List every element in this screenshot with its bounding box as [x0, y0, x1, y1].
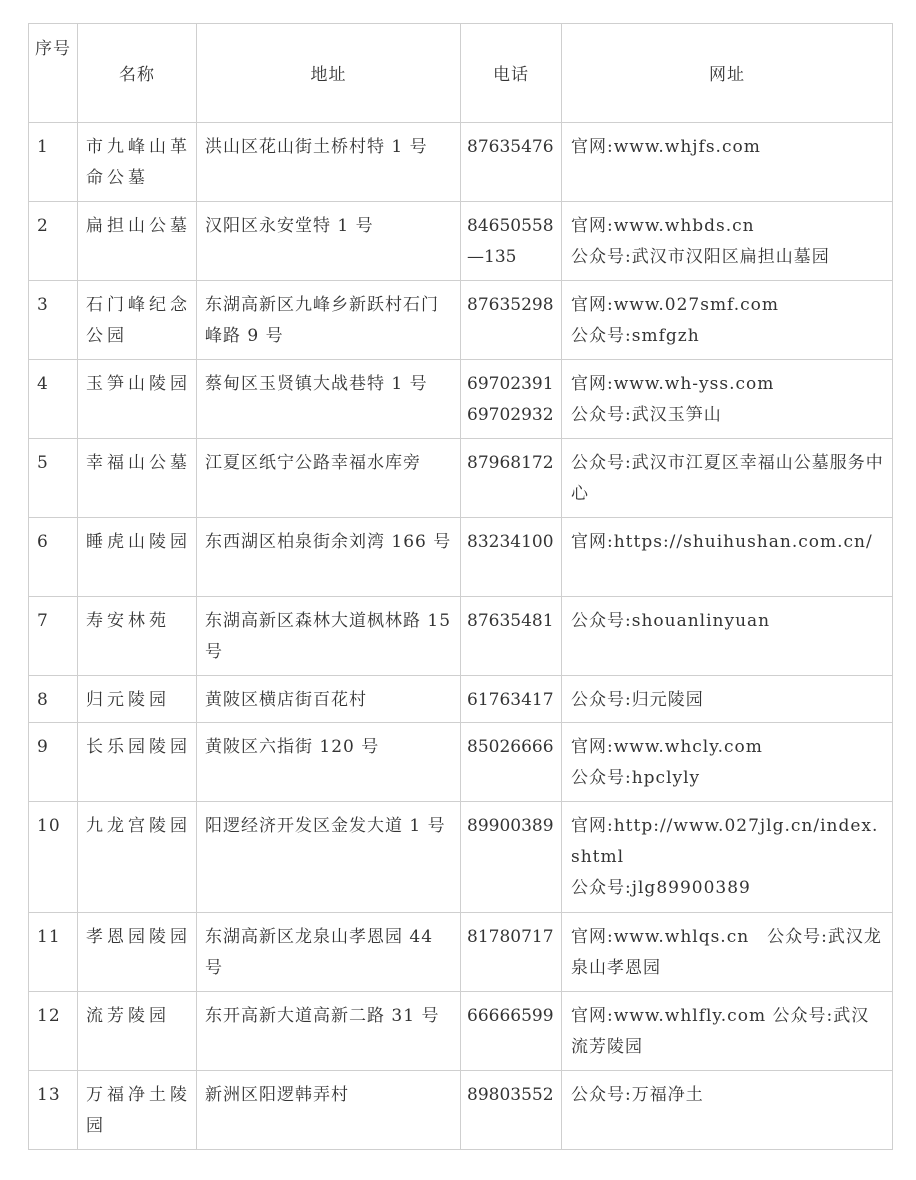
phone-text — [461, 281, 561, 321]
phone-text — [461, 597, 561, 637]
table-row — [29, 281, 893, 360]
name-cell — [78, 202, 197, 281]
website-line: 官网:www.whjfs.com — [571, 137, 761, 157]
header-phone-label: 电话 — [493, 65, 529, 85]
phone-text — [461, 992, 561, 1032]
table-row — [29, 802, 893, 913]
website-text — [562, 723, 892, 794]
table-header-row — [29, 24, 893, 123]
website-text — [562, 913, 892, 984]
seq-text: 7 — [37, 611, 49, 631]
name-cell — [78, 676, 197, 723]
address-cell — [197, 281, 461, 360]
phone-text — [461, 1071, 561, 1111]
phone-number: 87635298 — [467, 295, 554, 315]
table-row — [29, 676, 893, 723]
website-line: 官网:www.whbds.cn — [571, 216, 755, 236]
seq-text: 8 — [37, 690, 49, 710]
name-cell — [78, 281, 197, 360]
name-text: 玉笋山陵园 — [86, 374, 191, 394]
website-text — [562, 1071, 892, 1111]
name-cell — [78, 1071, 197, 1150]
website-text — [562, 597, 892, 637]
phone-text — [461, 123, 561, 163]
table-row — [29, 518, 893, 597]
website-cell — [562, 992, 893, 1071]
seq-cell — [29, 123, 78, 202]
seq-cell — [29, 439, 78, 518]
phone-number: 69702932 — [467, 405, 554, 425]
phone-cell — [461, 439, 562, 518]
website-line: 公众号:武汉市汉阳区扁担山墓园 — [571, 247, 830, 267]
name-text: 九龙宫陵园 — [86, 816, 191, 836]
phone-text — [461, 518, 561, 558]
name-text: 扁担山公墓 — [86, 216, 191, 236]
website-line: 公众号:jlg89900389 — [571, 878, 751, 898]
website-line: 公众号:归元陵园 — [571, 690, 704, 710]
header-name — [78, 24, 197, 123]
phone-text — [461, 360, 561, 431]
website-text — [562, 202, 892, 273]
seq-cell — [29, 723, 78, 802]
website-text — [562, 992, 892, 1063]
table-row — [29, 913, 893, 992]
website-cell — [562, 281, 893, 360]
address-cell — [197, 676, 461, 723]
table-row — [29, 992, 893, 1071]
website-line: 公众号:武汉市江夏区幸福山公墓服务中心 — [571, 453, 884, 504]
address-text: 东湖高新区龙泉山孝恩园 44 号 — [205, 927, 434, 978]
address-text: 东湖高新区九峰乡新跃村石门峰路 9 号 — [205, 295, 439, 346]
table-row — [29, 723, 893, 802]
header-seq-label: 序号 — [35, 39, 71, 59]
phone-text — [461, 802, 561, 842]
name-cell — [78, 913, 197, 992]
website-line: 公众号:武汉玉笋山 — [571, 405, 722, 425]
phone-cell — [461, 1071, 562, 1150]
name-text: 寿安林苑 — [86, 611, 170, 631]
phone-cell — [461, 281, 562, 360]
address-cell — [197, 518, 461, 597]
name-cell — [78, 802, 197, 913]
header-website — [562, 24, 893, 123]
website-text — [562, 439, 892, 510]
website-cell — [562, 202, 893, 281]
phone-number: 66666599 — [467, 1006, 554, 1026]
phone-number: 83234100 — [467, 532, 554, 552]
header-address — [197, 24, 461, 123]
seq-text: 2 — [37, 216, 49, 236]
phone-cell — [461, 723, 562, 802]
address-text: 新洲区阳逻韩弄村 — [205, 1085, 349, 1105]
website-line: 官网:http://www.027jlg.cn/index.shtml — [571, 816, 879, 867]
phone-number: 87635481 — [467, 611, 554, 631]
address-cell — [197, 597, 461, 676]
address-text: 江夏区纸宁公路幸福水库旁 — [205, 453, 421, 473]
address-text: 东湖高新区森林大道枫林路 15 号 — [205, 611, 452, 662]
phone-cell — [461, 597, 562, 676]
website-text — [562, 802, 892, 904]
website-cell — [562, 123, 893, 202]
table-body — [29, 123, 893, 1150]
seq-cell — [29, 802, 78, 913]
address-cell — [197, 202, 461, 281]
phone-number: 87968172 — [467, 453, 554, 473]
header-website-label: 网址 — [709, 65, 745, 85]
name-cell — [78, 992, 197, 1071]
address-text: 阳逻经济开发区金发大道 1 号 — [205, 816, 446, 836]
website-text — [562, 281, 892, 352]
website-cell — [562, 439, 893, 518]
name-text: 幸福山公墓 — [86, 453, 191, 473]
header-name-label: 名称 — [119, 65, 155, 85]
website-text — [562, 123, 892, 163]
website-line: 公众号:smfgzh — [571, 326, 700, 346]
website-cell — [562, 913, 893, 992]
seq-text: 3 — [37, 295, 49, 315]
phone-number: 81780717 — [467, 927, 554, 947]
name-cell — [78, 597, 197, 676]
name-cell — [78, 123, 197, 202]
name-text: 长乐园陵园 — [86, 737, 191, 757]
address-text: 东开高新大道高新二路 31 号 — [205, 1006, 440, 1026]
seq-cell — [29, 281, 78, 360]
website-line: 官网:www.wh-yss.com — [571, 374, 775, 394]
address-cell — [197, 123, 461, 202]
address-cell — [197, 439, 461, 518]
phone-cell — [461, 202, 562, 281]
cemetery-table — [28, 23, 893, 1150]
seq-text: 11 — [37, 927, 61, 947]
name-text: 归元陵园 — [86, 690, 170, 710]
address-text: 洪山区花山街土桥村特 1 号 — [205, 137, 428, 157]
seq-cell — [29, 202, 78, 281]
seq-cell — [29, 360, 78, 439]
seq-text: 9 — [37, 737, 49, 757]
website-line: 官网:https://shuihushan.com.cn/ — [571, 532, 873, 552]
website-line: 官网:www.027smf.com — [571, 295, 780, 315]
seq-cell — [29, 597, 78, 676]
website-text — [562, 676, 892, 716]
name-cell — [78, 439, 197, 518]
website-cell — [562, 723, 893, 802]
table-row — [29, 202, 893, 281]
phone-number: 69702391 — [467, 374, 554, 394]
address-text: 东西湖区柏泉街余刘湾 166 号 — [205, 532, 452, 552]
table-row — [29, 1071, 893, 1150]
address-cell — [197, 802, 461, 913]
address-text: 黄陂区横店街百花村 — [205, 690, 367, 710]
phone-text — [461, 439, 561, 479]
website-line: 官网:www.whlfly.com 公众号:武汉流芳陵园 — [571, 1006, 870, 1057]
phone-cell — [461, 360, 562, 439]
address-cell — [197, 1071, 461, 1150]
phone-cell — [461, 913, 562, 992]
seq-text: 13 — [37, 1085, 61, 1105]
address-cell — [197, 723, 461, 802]
address-cell — [197, 992, 461, 1071]
address-text: 汉阳区永安堂特 1 号 — [205, 216, 374, 236]
phone-number: 87635476 — [467, 137, 554, 157]
phone-number: 61763417 — [467, 690, 554, 710]
website-line: 公众号:hpclyly — [571, 768, 701, 788]
table-row — [29, 360, 893, 439]
header-address-label: 地址 — [310, 65, 347, 85]
website-cell — [562, 597, 893, 676]
name-text: 睡虎山陵园 — [86, 532, 191, 552]
phone-number: 89900389 — [467, 816, 554, 836]
table-row — [29, 597, 893, 676]
address-text: 蔡甸区玉贤镇大战巷特 1 号 — [205, 374, 428, 394]
phone-number: 84650558—135 — [467, 216, 554, 267]
phone-text — [461, 676, 561, 716]
phone-cell — [461, 518, 562, 597]
phone-number: 89803552 — [467, 1085, 554, 1105]
phone-cell — [461, 123, 562, 202]
phone-text — [461, 913, 561, 953]
name-cell — [78, 723, 197, 802]
name-text: 市九峰山革命公墓 — [86, 137, 191, 188]
phone-cell — [461, 992, 562, 1071]
name-text: 孝恩园陵园 — [86, 927, 191, 947]
table-row — [29, 123, 893, 202]
website-cell — [562, 802, 893, 913]
website-text — [562, 360, 892, 431]
seq-text: 4 — [37, 374, 49, 394]
address-text: 黄陂区六指街 120 号 — [205, 737, 380, 757]
seq-text: 12 — [37, 1006, 61, 1026]
seq-cell — [29, 1071, 78, 1150]
name-cell — [78, 360, 197, 439]
phone-text — [461, 723, 561, 763]
seq-text: 10 — [37, 816, 61, 836]
seq-cell — [29, 992, 78, 1071]
website-cell — [562, 360, 893, 439]
website-line: 官网:www.whcly.com — [571, 737, 763, 757]
name-text: 万福净土陵园 — [86, 1085, 191, 1136]
seq-cell — [29, 518, 78, 597]
seq-text: 5 — [37, 453, 49, 473]
seq-text: 6 — [37, 532, 49, 552]
website-line: 公众号:shouanlinyuan — [571, 611, 771, 631]
seq-text: 1 — [37, 137, 49, 157]
website-text — [562, 518, 892, 558]
phone-cell — [461, 802, 562, 913]
phone-number: 85026666 — [467, 737, 554, 757]
phone-text — [461, 202, 561, 273]
website-cell — [562, 518, 893, 597]
website-cell — [562, 676, 893, 723]
website-line: 官网:www.whlqs.cn 公众号:武汉龙泉山孝恩园 — [571, 927, 882, 978]
website-line: 公众号:万福净土 — [571, 1085, 704, 1105]
website-cell — [562, 1071, 893, 1150]
seq-cell — [29, 676, 78, 723]
table-row — [29, 439, 893, 518]
name-cell — [78, 518, 197, 597]
seq-cell — [29, 913, 78, 992]
address-cell — [197, 360, 461, 439]
header-phone — [461, 24, 562, 123]
name-text: 流芳陵园 — [86, 1006, 170, 1026]
phone-cell — [461, 676, 562, 723]
header-seq — [29, 24, 78, 123]
address-cell — [197, 913, 461, 992]
name-text: 石门峰纪念公园 — [86, 295, 191, 346]
